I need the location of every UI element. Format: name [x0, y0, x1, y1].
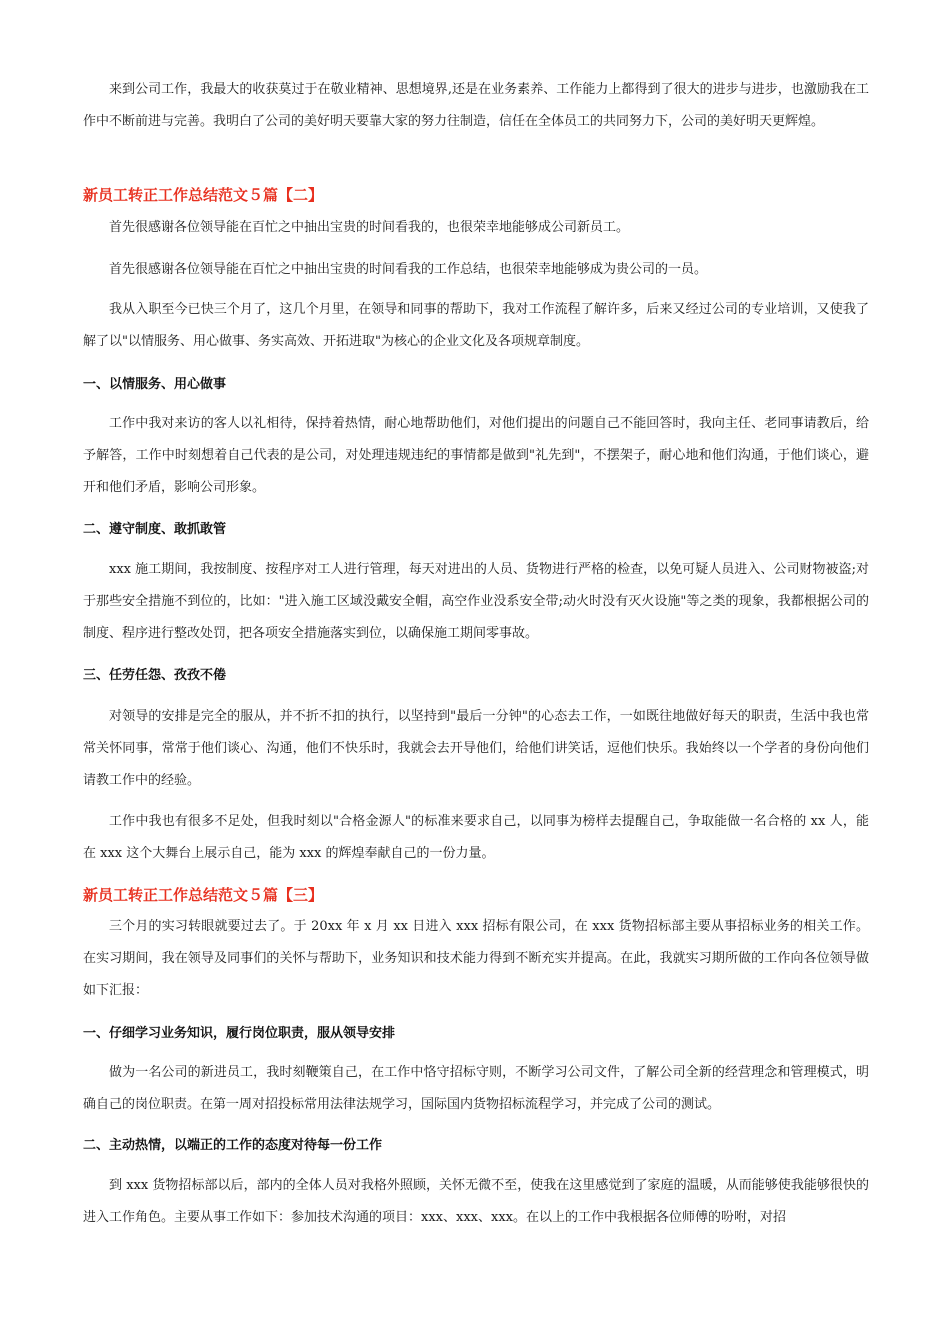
subheading: 一、以情服务、用心做事: [83, 377, 227, 392]
paragraph: xxx 施工期间，我按制度、按程序对工人进行管理，每天对进出的人员、货物进行严格的检查，以免可疑人员进入、公司财物被盗;对于那些安全措施不到位的，比如："进入施工区域没戴安全帽，高空作业没系安全带;动火时没有灭火设施"等之类的现象，我都根据公司的制度、程序进行整改处罚，把各项安全措施落实到位，以确保施工期间零事故。: [83, 562, 869, 641]
subheading: 一、仔细学习业务知识，履行岗位职责，服从领导安排: [83, 1026, 396, 1041]
paragraph: 工作中我也有很多不足处，但我时刻以"合格金源人"的标准来要求自己，以同事为榜样去提醒自己，争取能做一名合格的 xx 人，能在 xxx 这个大舞台上展示自己，能为 xxx 的辉煌奉献自己的一份力量。: [83, 814, 869, 861]
paragraph: 工作中我对来访的客人以礼相待，保持着热情，耐心地帮助他们，对他们提出的问题自己不能回答时，我向主任、老同事请教后，给予解答，工作中时刻想着自己代表的是公司，对处理违规违纪的事情都是做到"礼先到"，不摆架子，耐心地和他们沟通，于他们谈心，避开和他们矛盾，影响公司形象。: [83, 416, 869, 495]
paragraph: 做为一名公司的新进员工，我时刻鞭策自己，在工作中恪守招标守则，不断学习公司文件，了解公司全新的经营理念和管理模式，明确自己的岗位职责。在第一周对招投标常用法律法规学习，国际国内货物招标流程学习，并完成了公司的测试。: [83, 1065, 869, 1112]
paragraph: 首先很感谢各位领导能在百忙之中抽出宝贵的时间看我的工作总结，也很荣幸地能够成为贵公司的一员。: [109, 262, 708, 277]
section-heading-2: 新员工转正工作总结范文５篇【二】: [83, 186, 324, 204]
subheading: 三、任劳任怨、孜孜不倦: [83, 668, 227, 683]
paragraph: 对领导的安排是完全的服从，并不折不扣的执行，以坚持到"最后一分钟"的心态去工作，一如既往地做好每天的职责，生活中我也常常关怀同事，常常于他们谈心、沟通，他们不快乐时，我就会去开导他们，给他们讲笑话，逗他们快乐。我始终以一个学者的身份向他们请教工作中的经验。: [83, 709, 869, 788]
paragraph: 到 xxx 货物招标部以后，部内的全体人员对我格外照顾，关怀无微不至，使我在这里感觉到了家庭的温暖，从而能够使我能够很快的进入工作角色。主要从事工作如下：参加技术沟通的项目：xxx、xxx、xxx。在以上的工作中我根据各位师傅的吩咐，对招: [83, 1178, 869, 1225]
paragraph: 三个月的实习转眼就要过去了。于 20xx 年 x 月 xx 日进入 xxx 招标有限公司，在 xxx 货物招标部主要从事招标业务的相关工作。在实习期间，我在领导及同事们的关怀与帮助下，业务知识和技术能力得到不断充实并提高。在此，我就实习期所做的工作向各位领导做如下汇报：: [83, 919, 869, 998]
paragraph: 我从入职至今已快三个月了，这几个月里，在领导和同事的帮助下，我对工作流程了解许多，后来又经过公司的专业培训，又使我了解了以"以情服务、用心做事、务实高效、开拓进取"为核心的企业文化及各项规章制度。: [83, 302, 869, 349]
subheading: 二、遵守制度、敢抓敢管: [83, 522, 227, 537]
paragraph: 首先很感谢各位领导能在百忙之中抽出宝贵的时间看我的，也很荣幸地能够成公司新员工。: [109, 220, 630, 235]
subheading: 二、主动热情，以端正的工作的态度对待每一份工作: [83, 1138, 383, 1153]
section-heading-3: 新员工转正工作总结范文５篇【三】: [83, 886, 324, 904]
paragraph-intro: 来到公司工作，我最大的收获莫过于在敬业精神、思想境界,还是在业务素养、工作能力上都得到了很大的进步与进步，也激励我在工作中不断前进与完善。我明白了公司的美好明天要靠大家的努力往制造，信任在全体员工的共同努力下，公司的美好明天更辉煌。: [83, 82, 869, 129]
